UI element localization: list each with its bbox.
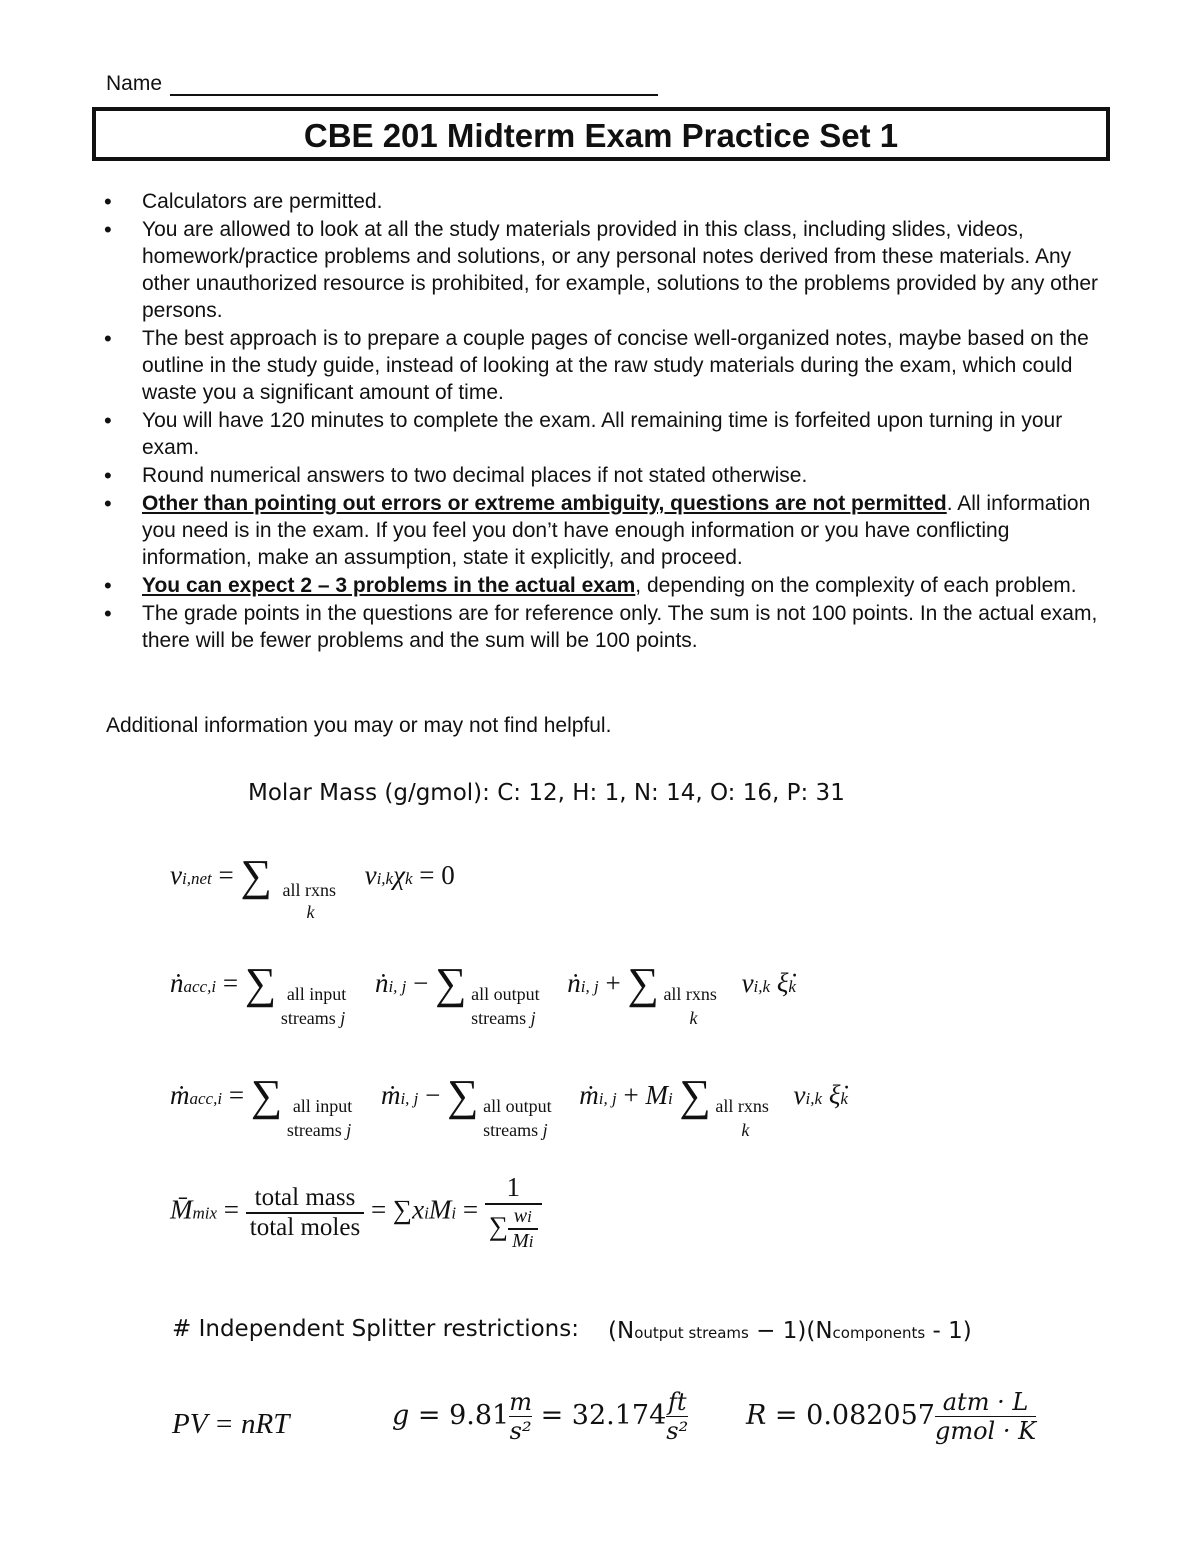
gas-constant-value: 0.082057 [806, 1400, 935, 1431]
gravity-imperial-value: 32.174 [571, 1400, 667, 1431]
sum-limit-index: k [306, 902, 315, 922]
sum-limit-index: j [346, 1120, 352, 1140]
splitter-n: N [815, 1318, 833, 1344]
constants-row [0, 1388, 1200, 1478]
fraction-numerator: total mass [246, 1184, 364, 1214]
sum-limit-top: all rxns [282, 880, 336, 900]
name-blank-line[interactable] [170, 74, 658, 96]
fraction-numerator: 1 [485, 1172, 542, 1205]
fraction-denominator: total moles [249, 1213, 361, 1241]
rules-list [100, 188, 1110, 655]
sum-limit-top: all rxns [715, 1096, 769, 1116]
equation-mass-balance: ṁacc,i = ∑ all input streams j ṁi, j − ∑ all output streams j ṁi, j + Mi ∑ all rxns k νi,k ξ̇k [170, 1071, 848, 1140]
rule-text: Calculators are permitted. [142, 190, 383, 213]
rule-item [100, 600, 1110, 654]
rule-item [100, 216, 1110, 324]
gas-constant: R = 0.082057 atm · L gmol · K [746, 1388, 1037, 1445]
equation-mixture-molar-mass: M̄mix = $\frac{\text{total mass}}{\text{total moles}}$ = ∑xiMi = 1 ∑ $\frac{wi}{Mi}$ [170, 1172, 542, 1253]
rule-emphasis: You can expect 2 – 3 problems in the actual exam [142, 574, 636, 597]
equation-mole-balance: ṅacc,i = ∑ all input streams j ṅi, j − ∑ all output streams j ṅi, j + ∑ all rxns k νi,k ξ̇k [170, 959, 796, 1028]
rule-item [100, 325, 1110, 406]
splitter-label: # Independent Splitter restrictions: [172, 1316, 579, 1342]
sum-limit-top: all output [471, 984, 540, 1004]
splitter-restrictions [172, 1316, 972, 1344]
splitter-subscript: output streams [634, 1324, 749, 1342]
sum-limit-index: j [340, 1008, 346, 1028]
rule-text: The best approach is to prepare a couple pages of concise well-organized notes, maybe based on the outline in the study guide, instead of looking at the raw study materials during the exam, which could waste you a significant amount of time. [142, 327, 1089, 404]
rule-item [100, 490, 1110, 571]
sum-limit-top: all input [286, 984, 347, 1004]
sum-limit-top: all rxns [663, 984, 717, 1004]
gravity-constant: g = 9.81 $\frac{m}{\text{s²}}$ = 32.174 $\frac{ft}{\text{s²}}$ [392, 1388, 689, 1445]
gravity-si-unit-num: m [509, 1388, 532, 1416]
sum-limit-index: k [689, 1008, 698, 1028]
gravity-unit-den: s² [666, 1417, 689, 1445]
sum-limit-index: j [542, 1120, 548, 1140]
rule-text: You will have 120 minutes to complete the exam. All remaining time is forfeited upon turning in your exam. [142, 409, 1063, 459]
rule-text: You are allowed to look at all the study materials provided in this class, including slides, videos, homework/practice problems and solutions, or any personal notes derived from these materials. Any other unauthorized resource is prohibited, for example, solutions to the problems provided by any other persons. [142, 218, 1099, 322]
rule-item [100, 407, 1110, 461]
name-row [106, 72, 658, 96]
gas-constant-unit-num: atm · L [935, 1388, 1036, 1417]
name-label: Name [106, 72, 163, 95]
rule-text: The grade points in the questions are for reference only. The sum is not 100 points. In the actual exam, there will be fewer problems and the sum will be 100 points. [142, 602, 1098, 652]
rule-item [100, 572, 1110, 599]
page-title: CBE 201 Midterm Exam Practice Set 1 [303, 117, 899, 154]
sum-limit-streams: streams [280, 1008, 336, 1028]
splitter-n: N [616, 1318, 635, 1344]
molar-mass-line: Molar Mass (g/gmol): C: 12, H: 1, N: 14, O: 16, P: 31 [248, 780, 845, 806]
gas-constant-unit-den: gmol · K [934, 1417, 1037, 1445]
ideal-gas-law: PV = nRT [172, 1408, 290, 1440]
sum-limit-index: j [530, 1008, 536, 1028]
rule-emphasis: Other than pointing out errors or extreme ambiguity, questions are not permitted [142, 492, 947, 515]
gravity-imperial-unit-num: ft [667, 1388, 687, 1416]
sum-limit-streams: streams [483, 1120, 539, 1140]
gravity-unit-den: s² [509, 1417, 532, 1445]
splitter-formula: (Noutput streams − 1)(Ncomponents - 1) [608, 1318, 972, 1344]
equation-net-stoich: νi,net = ∑ all rxns k νi,kχk = 0 [170, 851, 455, 922]
splitter-subscript: components [832, 1324, 926, 1342]
rule-item [100, 462, 1110, 489]
rule-item [100, 188, 1110, 215]
rule-text: , depending on the complexity of each problem. [635, 574, 1077, 597]
sum-limit-top: all output [483, 1096, 552, 1116]
sum-limit-streams: streams [286, 1120, 342, 1140]
gravity-si-value: 9.81 [449, 1400, 510, 1431]
additional-info: Additional information you may or may not find helpful. [106, 714, 612, 737]
sum-limit-index: k [741, 1120, 750, 1140]
sum-limit-streams: streams [471, 1008, 527, 1028]
title-box [92, 107, 1110, 161]
sum-limit-top: all input [292, 1096, 353, 1116]
rule-text: Round numerical answers to two decimal places if not stated otherwise. [142, 464, 808, 487]
rule-text: . All information you need is in the exam. If you feel you don’t have enough information or you have conflicting information, make an assumption, state it explicitly, and proceed. [142, 492, 1091, 569]
